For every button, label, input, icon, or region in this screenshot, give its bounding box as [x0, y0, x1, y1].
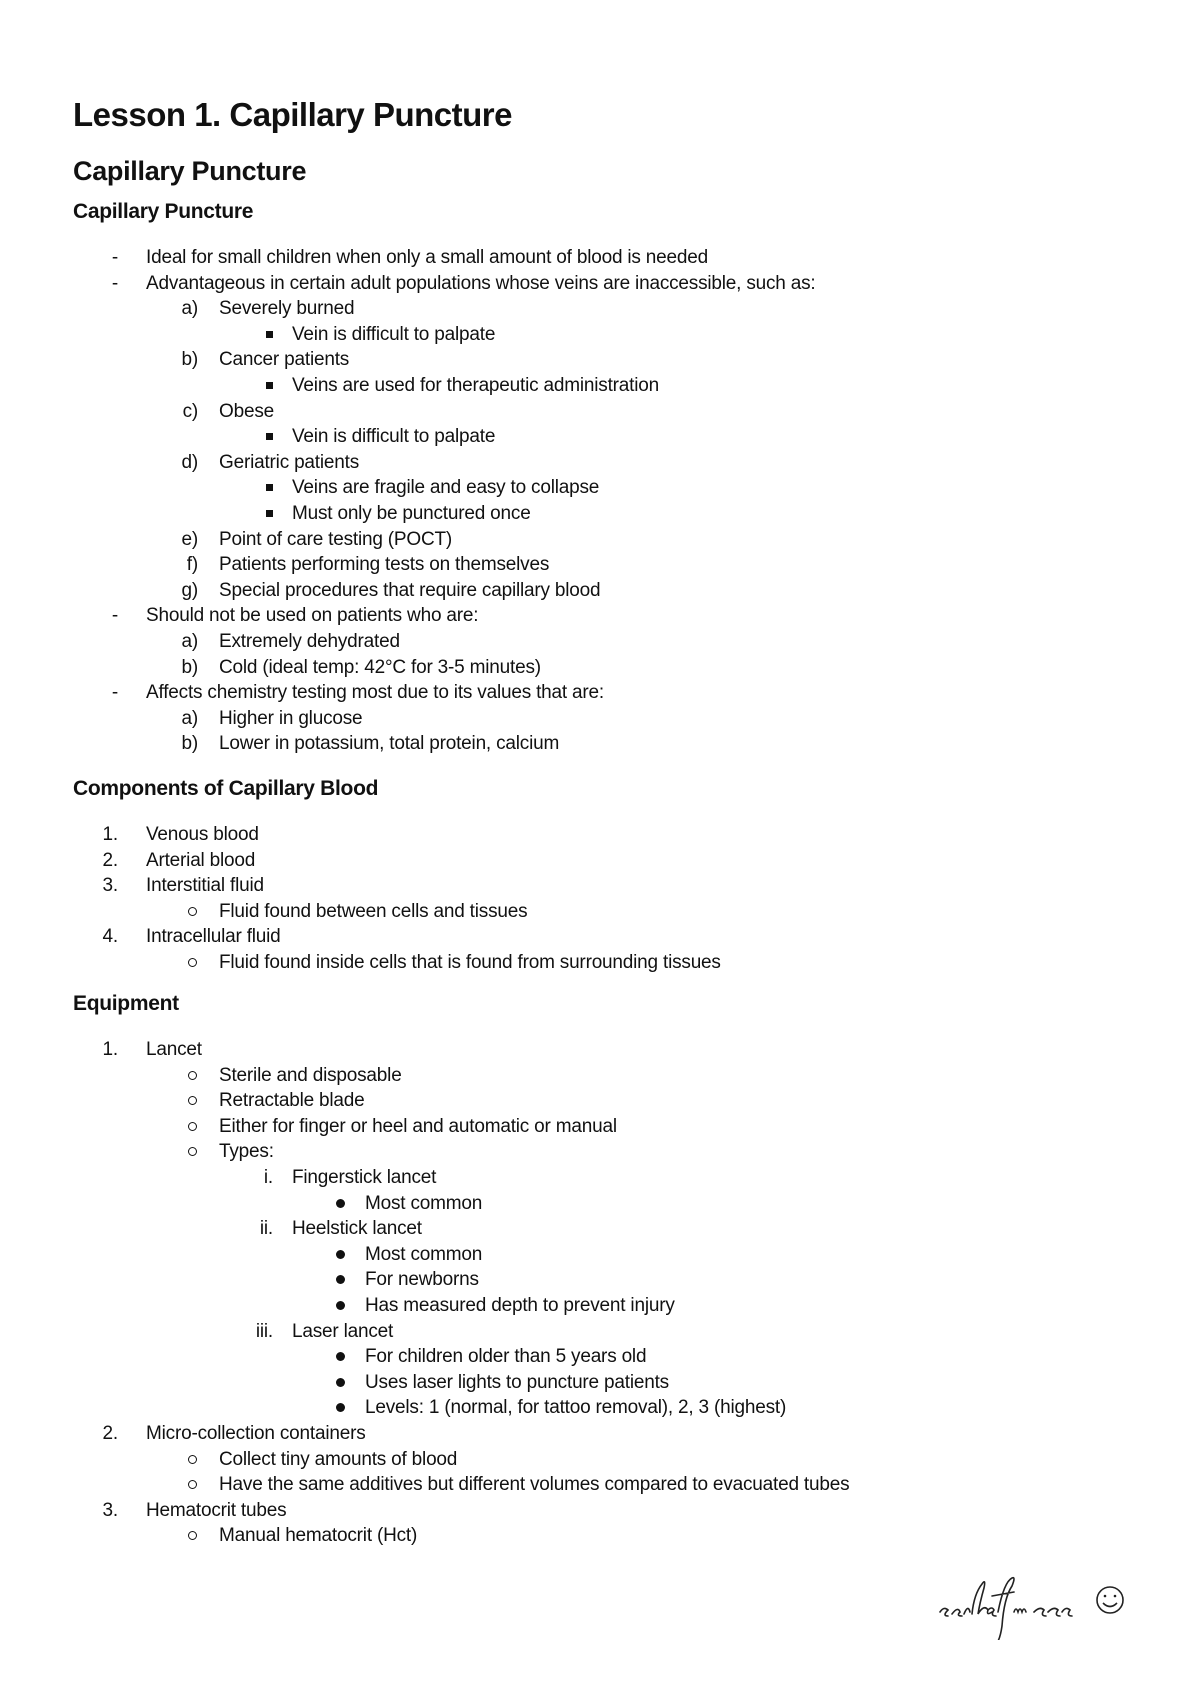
- list-item: [0, 527, 1150, 553]
- list-item-text: Fluid found between cells and tissues: [219, 900, 528, 922]
- list-item: [0, 296, 1150, 322]
- list-item-text: Advantageous in certain adult populations whose veins are inaccessible, such as:: [146, 272, 816, 294]
- list-item: [0, 271, 1150, 297]
- list-marker: a): [181, 298, 198, 320]
- list-item: [0, 629, 1150, 655]
- square-bullet-icon: [266, 433, 273, 440]
- list-item-text: Vein is difficult to palpate: [292, 323, 496, 345]
- square-bullet-icon: [266, 382, 273, 389]
- list-marker: d): [181, 451, 198, 473]
- list-marker: -: [111, 682, 118, 704]
- list-item: [0, 873, 1150, 899]
- list-marker: g): [181, 579, 198, 601]
- list-item: [0, 1395, 1150, 1421]
- list-marker: i.: [263, 1167, 273, 1188]
- list-item-text: Retractable blade: [219, 1090, 365, 1112]
- hollow-bullet-icon: [188, 1122, 197, 1131]
- list-item-text: Special procedures that require capillary blood: [219, 579, 601, 601]
- page-title: Lesson 1. Capillary Puncture: [73, 96, 512, 133]
- round-bullet-icon: [336, 1378, 345, 1387]
- list-item: [0, 578, 1150, 604]
- list-item: [0, 501, 1150, 527]
- list-item: [0, 1421, 1150, 1447]
- list-marker: 2.: [102, 1423, 118, 1444]
- list-item-text: Fluid found inside cells that is found from surrounding tissues: [219, 952, 721, 973]
- list-item-text: Uses laser lights to puncture patients: [365, 1371, 669, 1393]
- list-marker: f): [186, 554, 198, 576]
- list-item-text: Obese: [219, 400, 274, 422]
- list-marker: -: [111, 247, 118, 268]
- hollow-bullet-icon: [188, 907, 197, 916]
- list-item: [0, 245, 1150, 271]
- list-item-text: Should not be used on patients who are:: [146, 605, 479, 627]
- list-item-text: Interstitial fluid: [146, 875, 264, 897]
- list-item: [0, 1063, 1150, 1089]
- list-item-text: Most common: [365, 1243, 483, 1265]
- list-item: [0, 1267, 1150, 1293]
- list-item: [0, 1165, 1150, 1191]
- list-item: [0, 1216, 1150, 1242]
- list-item: [0, 1370, 1150, 1396]
- hollow-bullet-icon: [188, 1147, 197, 1156]
- list-item-text: Heelstick lancet: [292, 1218, 422, 1240]
- list-marker: 2.: [102, 849, 118, 871]
- subsection-heading: Capillary Puncture: [73, 200, 254, 223]
- square-bullet-icon: [266, 510, 273, 517]
- list-marker: 1.: [102, 1039, 118, 1060]
- list-item: [0, 424, 1150, 450]
- round-bullet-icon: [336, 1301, 345, 1310]
- list-item: [0, 1242, 1150, 1268]
- list-item-text: Higher in glucose: [219, 707, 363, 729]
- list-item-text: Cancer patients: [219, 349, 350, 371]
- square-bullet-icon: [266, 331, 273, 338]
- list-marker: 4.: [102, 926, 118, 948]
- list-marker: 3.: [102, 1499, 118, 1521]
- list-item-text: Sterile and disposable: [219, 1064, 402, 1086]
- list-item: [0, 1447, 1150, 1473]
- subsection-heading: Equipment: [73, 992, 179, 1015]
- list-item-text: Types:: [219, 1141, 274, 1163]
- list-marker: e): [181, 528, 198, 550]
- subsection-heading: Components of Capillary Blood: [73, 777, 379, 800]
- list-item: [0, 822, 1150, 848]
- list-item: [0, 322, 1150, 348]
- hollow-bullet-icon: [188, 1480, 197, 1489]
- list-item: [0, 1344, 1150, 1370]
- handwritten-signature: [930, 1570, 1140, 1640]
- list-item: [0, 1139, 1150, 1165]
- list-item-text: Cold (ideal temp: 42°C for 3-5 minutes): [219, 656, 541, 678]
- list-item-text: Point of care testing (POCT): [219, 528, 453, 550]
- list-item: [0, 450, 1150, 476]
- list-marker: -: [111, 605, 118, 627]
- list-item: [0, 1472, 1150, 1498]
- round-bullet-icon: [336, 1403, 345, 1412]
- list-item-text: Micro-collection containers: [146, 1423, 366, 1444]
- list-item: [0, 1498, 1150, 1524]
- list-item-text: Most common: [365, 1192, 483, 1214]
- list-item: [0, 1114, 1150, 1140]
- list-item-text: Intracellular fluid: [146, 926, 281, 948]
- list-item: [0, 1191, 1150, 1217]
- list-item: [0, 899, 1150, 925]
- hollow-bullet-icon: [188, 1531, 197, 1540]
- round-bullet-icon: [336, 1199, 345, 1208]
- list-item-text: For children older than 5 years old: [365, 1346, 647, 1368]
- list-marker: c): [182, 400, 198, 422]
- list-item-text: Hematocrit tubes: [146, 1499, 287, 1521]
- list-item: [0, 848, 1150, 874]
- list-item-text: Ideal for small children when only a small amount of blood is needed: [146, 247, 709, 268]
- list-item: [0, 603, 1150, 629]
- hollow-bullet-icon: [188, 1455, 197, 1464]
- list-item-text: Lower in potassium, total protein, calcium: [219, 733, 560, 755]
- list-item-text: Affects chemistry testing most due to its values that are:: [146, 682, 604, 704]
- list-item: [0, 731, 1150, 757]
- hollow-bullet-icon: [188, 1071, 197, 1080]
- round-bullet-icon: [336, 1250, 345, 1259]
- round-bullet-icon: [336, 1275, 345, 1284]
- list-item-text: Venous blood: [146, 824, 259, 845]
- list-item-text: Patients performing tests on themselves: [219, 554, 550, 576]
- square-bullet-icon: [266, 484, 273, 491]
- list-item: [0, 552, 1150, 578]
- list-item-text: Arterial blood: [146, 849, 256, 871]
- list-item-text: Must only be punctured once: [292, 503, 531, 524]
- list-marker: b): [181, 656, 198, 678]
- list-item: [0, 924, 1150, 950]
- list-item-text: Collect tiny amounts of blood: [219, 1448, 458, 1470]
- list-marker: a): [181, 631, 198, 652]
- list-item-text: For newborns: [365, 1269, 479, 1291]
- list-item-text: Has measured depth to prevent injury: [365, 1295, 675, 1316]
- round-bullet-icon: [336, 1352, 345, 1361]
- list-item: [0, 950, 1150, 976]
- list-marker: b): [181, 733, 198, 755]
- list-item-text: Geriatric patients: [219, 451, 360, 473]
- list-item-text: Extremely dehydrated: [219, 631, 400, 652]
- list-marker: b): [181, 349, 198, 371]
- list-item: [0, 1523, 1150, 1549]
- list-item: [0, 475, 1150, 501]
- list-item: [0, 1319, 1150, 1345]
- list-item: [0, 680, 1150, 706]
- section-heading: Capillary Puncture: [73, 156, 307, 186]
- list-marker: a): [181, 707, 198, 729]
- list-item: [0, 399, 1150, 425]
- list-marker: -: [111, 272, 118, 294]
- list-item-text: Laser lancet: [292, 1320, 394, 1342]
- hollow-bullet-icon: [188, 1096, 197, 1105]
- list-item-text: Veins are fragile and easy to collapse: [292, 477, 600, 499]
- list-item-text: Manual hematocrit (Hct): [219, 1525, 418, 1547]
- list-item-text: Veins are used for therapeutic administration: [292, 375, 659, 396]
- list-item-text: Have the same additives but different volumes compared to evacuated tubes: [219, 1474, 850, 1496]
- list-item: [0, 373, 1150, 399]
- hollow-bullet-icon: [188, 958, 197, 967]
- list-item: [0, 655, 1150, 681]
- list-item-text: Lancet: [146, 1039, 202, 1060]
- list-item-text: Severely burned: [219, 298, 355, 320]
- list-item-text: Levels: 1 (normal, for tattoo removal), 2, 3 (highest): [365, 1397, 787, 1419]
- list-item: [0, 1037, 1150, 1063]
- list-marker: 3.: [102, 875, 118, 897]
- list-item-text: Either for finger or heel and automatic or manual: [219, 1115, 617, 1137]
- list-item: [0, 1088, 1150, 1114]
- list-item-text: Fingerstick lancet: [292, 1167, 437, 1188]
- list-item-text: Vein is difficult to palpate: [292, 426, 496, 448]
- list-marker: iii.: [255, 1320, 273, 1342]
- list-item: [0, 1293, 1150, 1319]
- list-item: [0, 706, 1150, 732]
- list-marker: 1.: [102, 824, 118, 845]
- list-marker: ii.: [259, 1218, 273, 1240]
- list-item: [0, 347, 1150, 373]
